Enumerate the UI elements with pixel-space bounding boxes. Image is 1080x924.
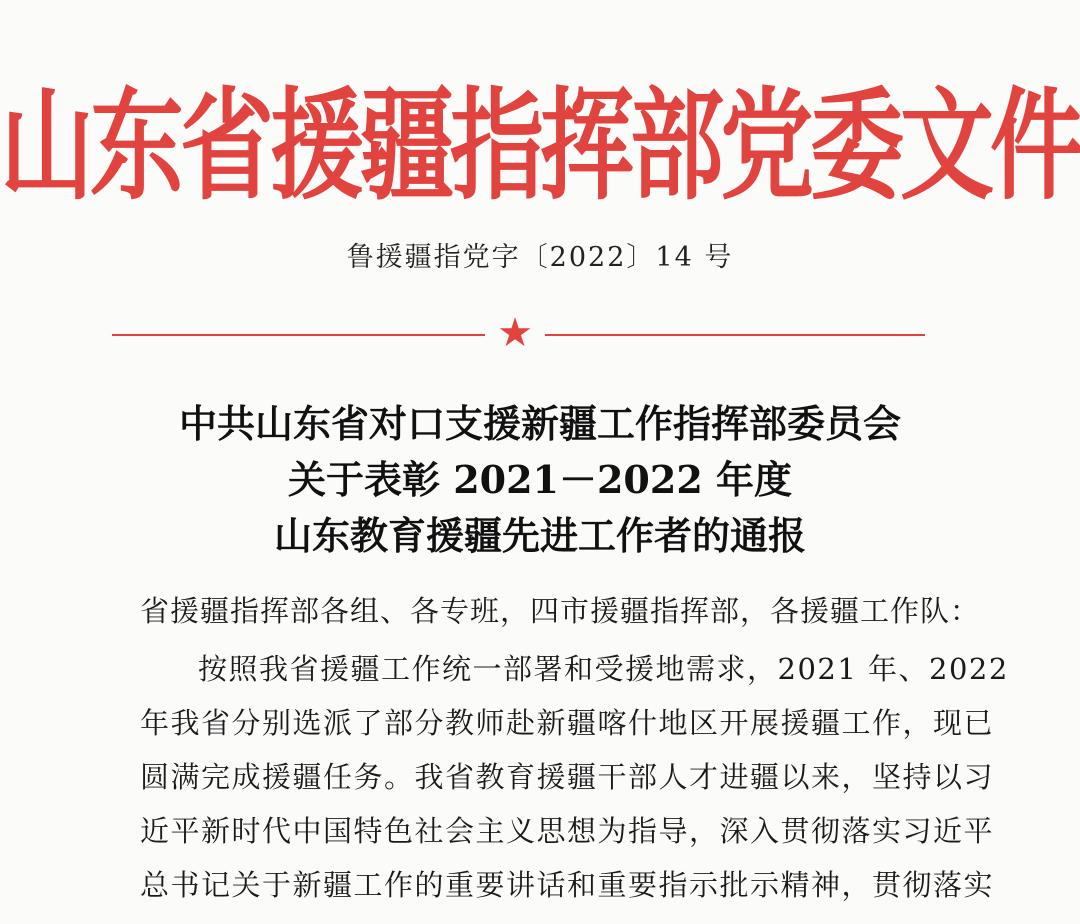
- body-line-4: 近平新时代中国特色社会主义思想为指导，深入贯彻落实习近平: [140, 814, 995, 848]
- document-header-title: 山东省援疆指挥部党委文件: [0, 77, 1080, 218]
- body-line-5: 总书记关于新疆工作的重要讲话和重要指示批示精神，贯彻落实: [140, 868, 995, 902]
- notice-title-line-3: 山东教育援疆先进工作者的通报: [273, 513, 806, 558]
- red-divider-left: [112, 334, 485, 336]
- star-icon: ★: [497, 310, 533, 356]
- notice-title-line-2: 关于表彰 2021－2022 年度: [288, 457, 792, 502]
- addressee-line: 省援疆指挥部各组、各专班，四市援疆指挥部，各援疆工作队：: [140, 594, 981, 628]
- body-paragraph: [140, 642, 1009, 912]
- notice-title-line-1: 中共山东省对口支援新疆工作指挥部委员会: [178, 401, 901, 446]
- document-number: 鲁援疆指党字〔2022〕14 号: [346, 242, 734, 273]
- red-divider-right: [545, 334, 925, 336]
- notice-title: [0, 396, 1080, 564]
- body-line-3: 圆满完成援疆任务。我省教育援疆干部人才进疆以来，坚持以习: [140, 760, 995, 794]
- body-line-2: 年我省分别选派了部分教师赴新疆喀什地区开展援疆工作，现已: [140, 706, 995, 740]
- body-line-1: 按照我省援疆工作统一部署和受援地需求，2021 年、2022: [198, 652, 1009, 686]
